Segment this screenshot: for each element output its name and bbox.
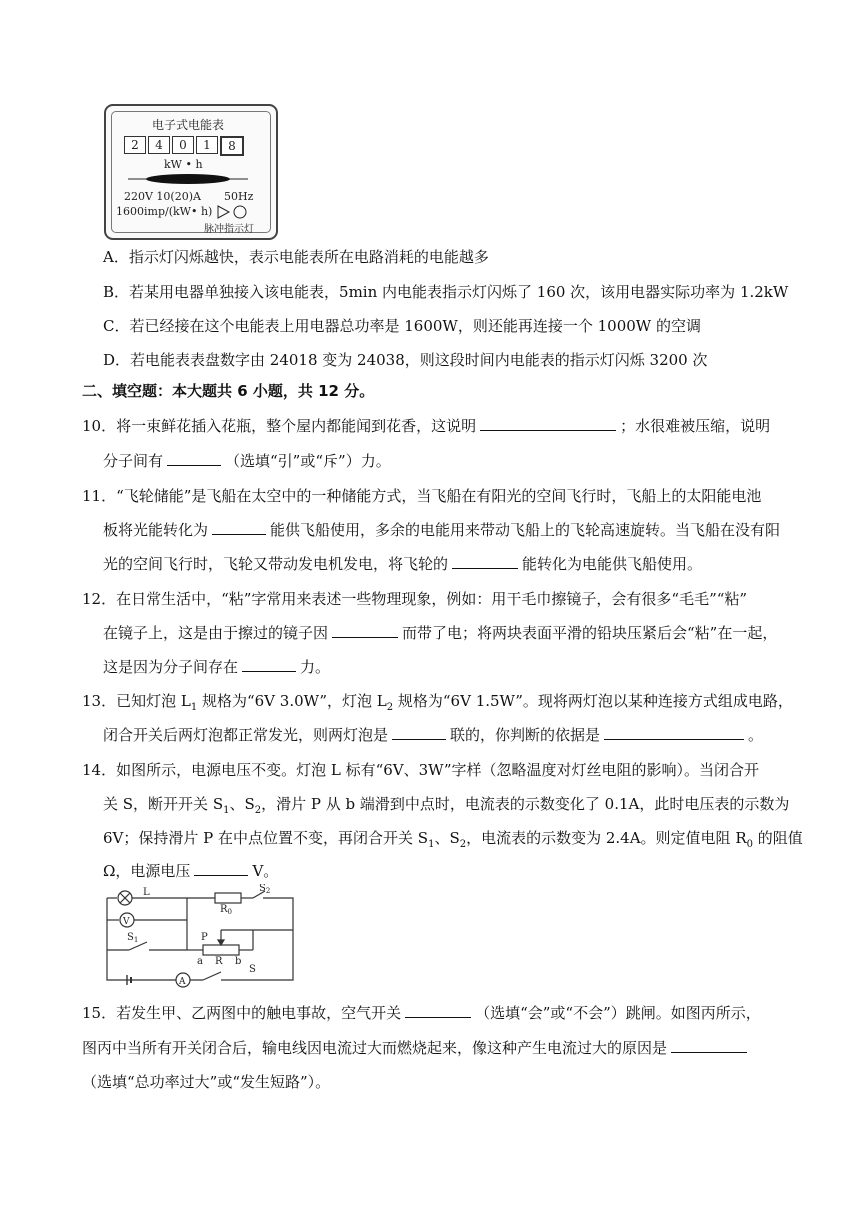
q11-text: 能转化为电能供飞船使用。 <box>522 555 703 573</box>
answer-blank[interactable] <box>405 1003 471 1018</box>
q14-line2 <box>103 794 789 821</box>
q14-text: ，电流表的示数变为 2.4A。则定值电阻 R <box>466 829 747 847</box>
meter-spec-voltage: 220V 10(20)A <box>124 190 201 203</box>
q14-text: 6V；保持滑片 P 在中点位置不变，再闭合开关 S <box>103 829 429 847</box>
label-b: b <box>235 956 242 967</box>
resistor-r0-icon <box>215 893 241 903</box>
meter-digit-decimal: 8 <box>220 136 244 156</box>
q14-text: 的阻值 <box>753 829 803 847</box>
q14-text: 、S <box>229 795 255 813</box>
q10-text: 10．将一束鲜花插入花瓶，整个屋内都能闻到花香，这说明 <box>82 417 477 435</box>
meter-indicator-label: 脉冲指示灯 <box>204 224 254 235</box>
q15-text: （选填“会”或“不会”）跳闸。如图丙所示， <box>475 1004 761 1022</box>
q15-line2 <box>82 1038 751 1058</box>
q14-text: ，滑片 P 从 b 端滑到中点时，电流表的示数变化了 0.1A，此时电压表的示数为 <box>261 795 790 813</box>
q10-text: 分子间有 <box>103 452 164 470</box>
option-d: D．若电能表表盘数字由 24018 变为 24038，则这段时间内电能表的指示灯闪烁 3200 次 <box>103 351 708 369</box>
label-s2: $S_2$ <box>259 884 271 895</box>
q11-text: 能供飞船使用，多余的电能用来带动飞船上的飞轮高速旋转。当飞船在没有阳 <box>270 521 781 539</box>
q12-text: 在镜子上，这是由于擦过的镜子因 <box>103 624 329 642</box>
rheostat-icon <box>203 945 239 955</box>
answer-blank[interactable] <box>194 861 248 876</box>
q12-line1: 12．在日常生活中，“粘”字常用来表述一些物理现象，例如：用干毛巾擦镜子，会有很多“毛毛”“粘” <box>82 590 748 608</box>
q15-text: 15．若发生甲、乙两图中的触电事故，空气开关 <box>82 1004 402 1022</box>
meter-spec-constant: 1600imp/(kW• h) <box>116 205 213 218</box>
meter-disc-icon <box>128 172 248 186</box>
answer-blank[interactable] <box>167 451 221 466</box>
q14-text: 关 S，断开开关 S <box>103 795 224 813</box>
q14-line1: 14．如图所示，电源电压不变。灯泡 L 标有“6V、3W”字样（忽略温度对灯丝电阻的影响）。当闭合开 <box>82 761 760 779</box>
option-a: A．指示灯闪烁越快，表示电能表所在电路消耗的电能越多 <box>103 248 489 266</box>
answer-blank[interactable] <box>671 1038 747 1053</box>
subscript: 1 <box>190 702 198 713</box>
label-ammeter: A <box>179 977 186 987</box>
answer-blank[interactable] <box>392 725 446 740</box>
meter-spec-frequency: 50Hz <box>224 190 254 203</box>
meter-digit: 4 <box>148 136 170 154</box>
q11-text: 板将光能转化为 <box>103 521 209 539</box>
electric-meter-figure <box>104 104 278 240</box>
q10-line2 <box>103 451 391 471</box>
answer-blank[interactable] <box>332 623 398 638</box>
q13-line2 <box>103 725 763 745</box>
q11-line3 <box>103 554 702 574</box>
answer-blank[interactable] <box>452 554 518 569</box>
subscript: 1 <box>428 839 435 850</box>
q13-text: 联的，你判断的依据是 <box>450 726 601 744</box>
q14-line3 <box>103 828 803 855</box>
section-title: 二、填空题：本大题共 6 小题，共 12 分。 <box>82 382 375 400</box>
option-b: B．若某用电器单独接入该电能表，5min 内电能表指示灯闪烁了 160 次，该用电器实际功率为 1.2kW <box>103 283 789 301</box>
pulse-indicator-icon <box>217 205 249 219</box>
meter-title: 电子式电能表 <box>152 118 225 132</box>
q13-text: 闭合开关后两灯泡都正常发光，则两灯泡是 <box>103 726 389 744</box>
q14-line4 <box>103 861 278 881</box>
label-r: R <box>215 956 223 967</box>
subscript: 0 <box>746 839 753 850</box>
q10-line1 <box>82 416 770 436</box>
label-r0: $R_0$ <box>220 904 232 916</box>
q15-text: 图丙中当所有开关闭合后，输电线因电流过大而燃烧起来，像这种产生电流过大的原因是 <box>82 1039 668 1057</box>
answer-blank[interactable] <box>242 657 296 672</box>
q14-text: Ω，电源电压 <box>103 862 191 880</box>
label-l: L <box>143 887 150 898</box>
q14-text: V。 <box>252 862 279 880</box>
subscript: 2 <box>386 702 394 713</box>
meter-digit: 2 <box>124 136 146 154</box>
q11-line2 <box>103 520 780 540</box>
q15-line3: （选填“总功率过大”或“发生短路”）。 <box>82 1073 331 1091</box>
q12-line3 <box>103 657 330 677</box>
label-a: a <box>197 956 203 967</box>
answer-blank[interactable] <box>480 416 616 431</box>
circuit-diagram <box>103 884 299 990</box>
meter-digit: 1 <box>196 136 218 154</box>
meter-digits <box>124 136 246 156</box>
q11-line1: 11．“飞轮储能”是飞船在太空中的一种储能方式，当飞船在有阳光的空间飞行时，飞船上的太阳能电池 <box>82 487 762 505</box>
meter-digit: 0 <box>172 136 194 154</box>
q12-text: 这是因为分子间存在 <box>103 658 239 676</box>
q14-text: 、S <box>434 829 460 847</box>
q15-line1 <box>82 1003 761 1023</box>
q13-text: 。 <box>748 726 764 744</box>
label-v: V <box>123 917 130 927</box>
label-s1: $S_1$ <box>127 932 139 944</box>
q13-text: 13．已知灯泡 L <box>82 692 191 710</box>
answer-blank[interactable] <box>604 725 744 740</box>
label-s: S <box>249 964 256 975</box>
q10-text: （选填“引”或“斥”）力。 <box>225 452 391 470</box>
subscript: 1 <box>223 805 230 816</box>
subscript: 2 <box>254 805 262 816</box>
option-c: C．若已经接在这个电能表上用电器总功率是 1600W，则还能再连接一个 1000W 的空调 <box>103 317 701 335</box>
meter-unit: kW • h <box>164 158 203 171</box>
q13-line1 <box>82 691 793 718</box>
q11-text: 光的空间飞行时，飞轮又带动发电机发电，将飞轮的 <box>103 555 449 573</box>
q12-line2 <box>103 623 777 643</box>
switch-s-icon <box>203 972 221 980</box>
label-p: P <box>201 932 208 943</box>
q13-text: 规格为“6V 3.0W”，灯泡 L <box>197 692 387 710</box>
answer-blank[interactable] <box>212 520 266 535</box>
q13-text: 规格为“6V 1.5W”。现将两灯泡以某种连接方式组成电路， <box>393 692 793 710</box>
q12-text: 力。 <box>300 658 331 676</box>
subscript: 2 <box>459 839 467 850</box>
q10-text: ；水很难被压缩，说明 <box>620 417 771 435</box>
q12-text: 而带了电；将两块表面平滑的铅块压紧后会“粘”在一起， <box>402 624 778 642</box>
